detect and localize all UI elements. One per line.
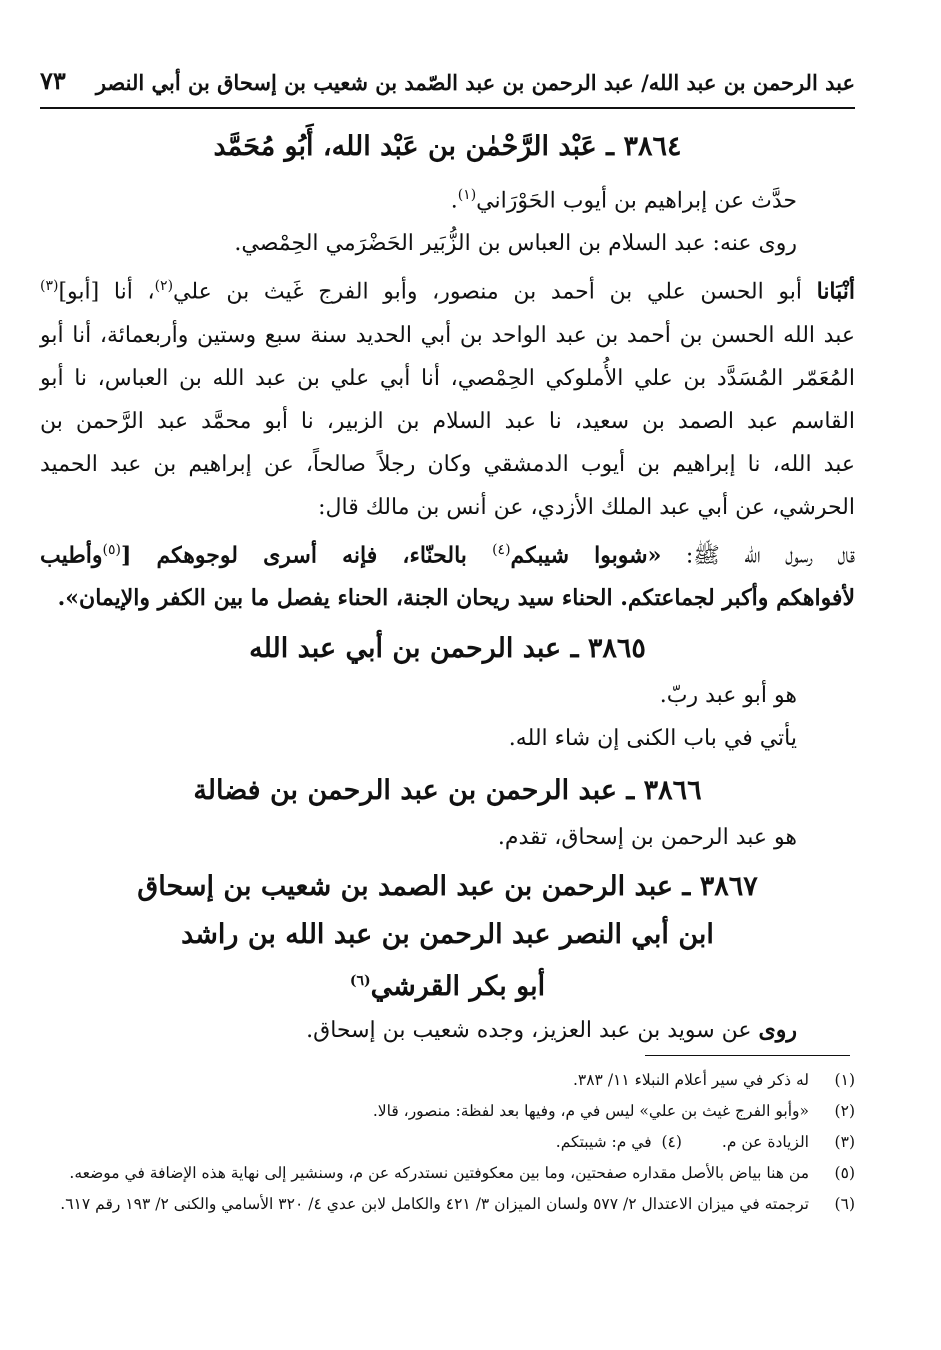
entry-heading: ٣٨٦٧ ـ عبد الرحمن بن عبد الصمد بن شعيب بن إسحاق [137,870,758,902]
page-number: ٧٣ [40,66,66,95]
entry-heading: ٣٨٦٤ ـ عَبْد الرَّحْمٰن بن عَبْد الله، أَبُو مُحَمَّد [213,131,682,162]
entry-heading: ابن أبي النصر عبد الرحمن بن عبد الله بن راشد [181,918,714,950]
text-line: يأتي في باب الكنى إن شاء الله. [508,725,797,751]
text-line: روى عن سويد بن عبد العزيز، وجده شعيب بن إسحاق. [306,1016,797,1043]
text-line: عبد الله، نا إبراهيم بن أيوب الدمشقي وكان رجلاً صالحاً، عن إبراهيم بن عبد الحميد [40,451,855,477]
entry-heading: ٣٨٦٥ ـ عبد الرحمن بن أبي عبد الله [249,632,646,664]
footnote-number: (٣) [834,1133,855,1151]
footnote-ref: (١) [457,187,477,203]
footnote-number: (٥) [834,1164,855,1182]
entry-heading: ٣٨٦٦ ـ عبد الرحمن بن عبد الرحمن بن فضالة [193,774,702,806]
header-rule [40,107,855,109]
text-line: هو أبو عبد ربّ. [659,682,797,708]
text-line: حدَّث عن إبراهيم بن أيوب الحَوْرَاني$^{(١)}$. [450,187,797,214]
text-line: المُعَمّر المُسَدَّد بن علي الأُملوكي الحِمْصي، أنا أبي علي بن عبد الله بن العباس، نا أبو [40,365,855,391]
running-header [40,64,855,104]
footnote-ref: (٤) [492,541,511,558]
footnotes [40,1065,855,1220]
entry-3864 [40,122,855,620]
footnote-text: «وأبو الفرج غيث بن علي» ليس في م، وفيها بعد لفظة: منصور، قالا. [372,1102,809,1120]
hadith-line: لأفواهكم وأكبر لجماعتكم. الحناء سيد ريحان الجنة، الحناء يفصل ما بين الكفر والإيمان». [57,584,855,611]
text-line: القاسم عبد الصمد بن سعيد، نا عبد السلام بن الزبير، نا أبو محمَّد عبد الرَّحمن بن [40,408,855,434]
entry-3867 [40,863,855,1052]
footnote-text: الزيادة عن م.(٤) في م: شيبتكم. [555,1133,809,1151]
footnote-ref: (٦) [349,972,371,989]
footnote [40,1189,855,1220]
entry-3866 [40,766,855,859]
isnad-lead: أنْبَانا [816,278,856,305]
footnote-ref: (٣) [40,278,59,295]
footnote-rule [645,1055,850,1056]
footnote-ref: (٥) [102,541,121,558]
footnote [40,1065,855,1096]
text-line: الحرشي، عن أبي عبد الملك الأزدي، عن أنس بن مالك قال: [318,494,855,520]
footnote-text: من هنا بياض بالأصل مقداره صفحتين، وما بين معكوفتين نستدركه عن م، وسنشير إلى نهاية هذه الإضافة في موضعه. [69,1164,809,1182]
footnote [40,1158,855,1189]
text-line: عبد الله الحسن بن أحمد بن عبد الواحد بن أبي الحديد سنة سبع وستين وأربعمائة، أنا أبو [40,322,855,348]
footnote-number: (٢) [834,1102,855,1120]
text-line: هو عبد الرحمن بن إسحاق، تقدم. [497,824,797,850]
footnote-text: في م: شيبتكم. [555,1133,652,1151]
footnote-text: ترجمته في ميزان الاعتدال ٢/ ٥٧٧ ولسان الميزان ٣/ ٤٢١ والكامل لابن عدي ٤/ ٣٢٠ الأسامي والكنى ٢/ ١٩٣ رقم ٦١٧. [60,1195,809,1213]
text-line: أنْبَانا أبو الحسن علي بن أحمد بن منصور، وأبو الفرج غَيث بن علي$^{(٢)}$، أنا [أبو]$^{(٣)}$ [40,278,856,305]
entry-heading: أبو بكر القرشي$^{(٦)}$ [349,970,546,1002]
footnote [40,1096,855,1127]
footnote-ref: (٢) [154,278,174,295]
footnote [40,1127,855,1158]
footnote-number: (١) [834,1071,855,1089]
hadith-line: قال رسول الله ﷺ: «شوبوا شيبكم$^{(٤)}$ بالحنّاء، فإنه أسرى لوجوهكم [$^{(٥)}$وأطيب [40,541,856,568]
running-title: عبد الرحمن بن عبد الله/ عبد الرحمن بن عبد الصّمد بن شعيب بن إسحاق بن أبي النصر [95,70,855,95]
footnote-number: (٤) [661,1133,682,1151]
main-text [40,122,855,1052]
text-line: روى عنه: عبد السلام بن العباس بن الزُّبَير الحَضْرَمي الحِمْصي. [234,231,797,257]
entry-3865 [40,624,855,760]
footnote-text: له ذكر في سير أعلام النبلاء ١١/ ٣٨٣. [572,1071,809,1089]
footnote-number: (٦) [834,1195,855,1213]
